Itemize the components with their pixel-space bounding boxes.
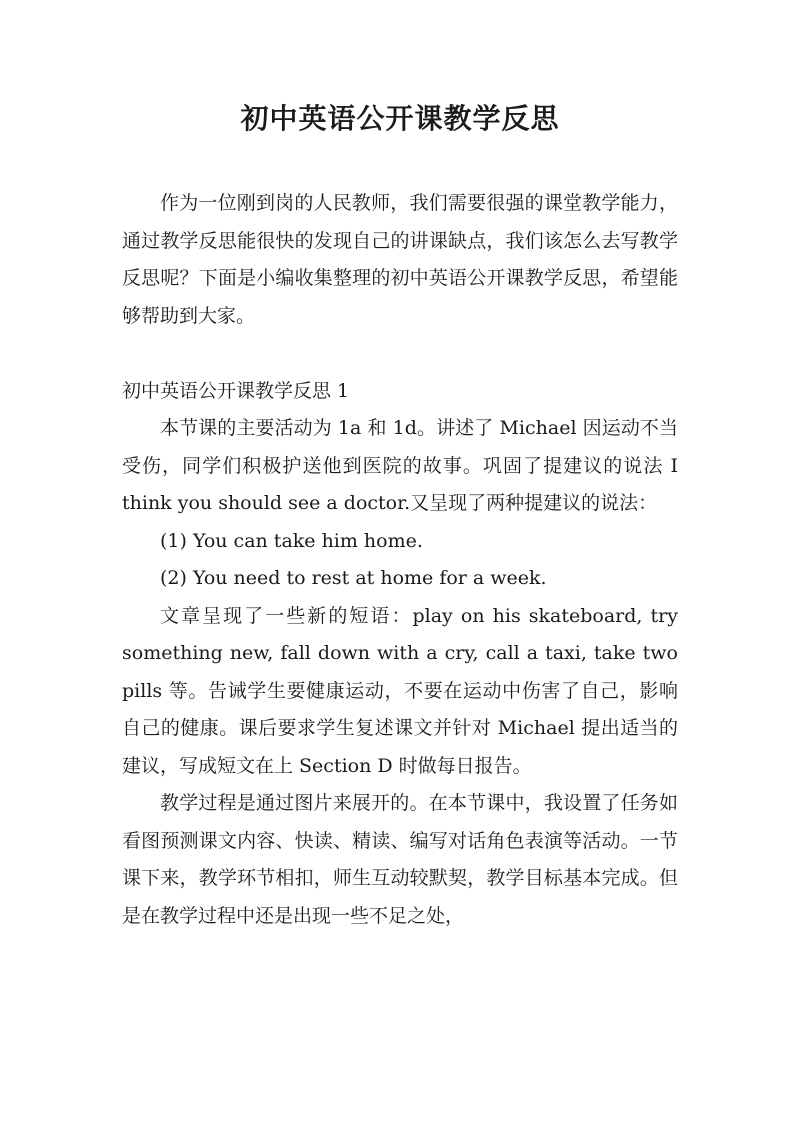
list-item: (2) You need to rest at home for a week. (160, 567, 547, 589)
list-item: (1) You can take him home. (160, 529, 423, 552)
paragraph: 教学过程是通过图片来展开的。在本节课中，我设置了任务如看图预测课文内容、快读、精读、编写对话角色表演等活动。一节课下来，教学环节相扣，师生互动较默契，教学目标基本完成。但是在教学过程中还是出现一些不足之处， (122, 792, 678, 927)
paragraph: 文章呈现了一些新的短语：play on his skateboard, try something new, fall down with a cry, call a taxi, take two pills 等。告诫学生要健康运动，不要在运动中伤害了自己，影响自己的健康。课后要求学生复述课文并针对 Michael 提出适当的建议，写成短文在上 Section D 时做每日报告。 (122, 604, 678, 777)
document-body (122, 185, 678, 935)
paragraph: 本节课的主要活动为 1a 和 1d。讲述了 Michael 因运动不当受伤，同学们积极护送他到医院的故事。巩固了提建议的说法 I think you should see a doctor.又呈现了两种提建议的说法： (122, 417, 678, 514)
intro-paragraph: 作为一位刚到岗的人民教师，我们需要很强的课堂教学能力，通过教学反思能很快的发现自己的讲课缺点，我们该怎么去写教学反思呢？下面是小编收集整理的初中英语公开课教学反思，希望能够帮助到大家。 (122, 192, 678, 327)
section-heading: 初中英语公开课教学反思 1 (122, 379, 350, 402)
document-title: 初中英语公开课教学反思 (240, 102, 560, 135)
